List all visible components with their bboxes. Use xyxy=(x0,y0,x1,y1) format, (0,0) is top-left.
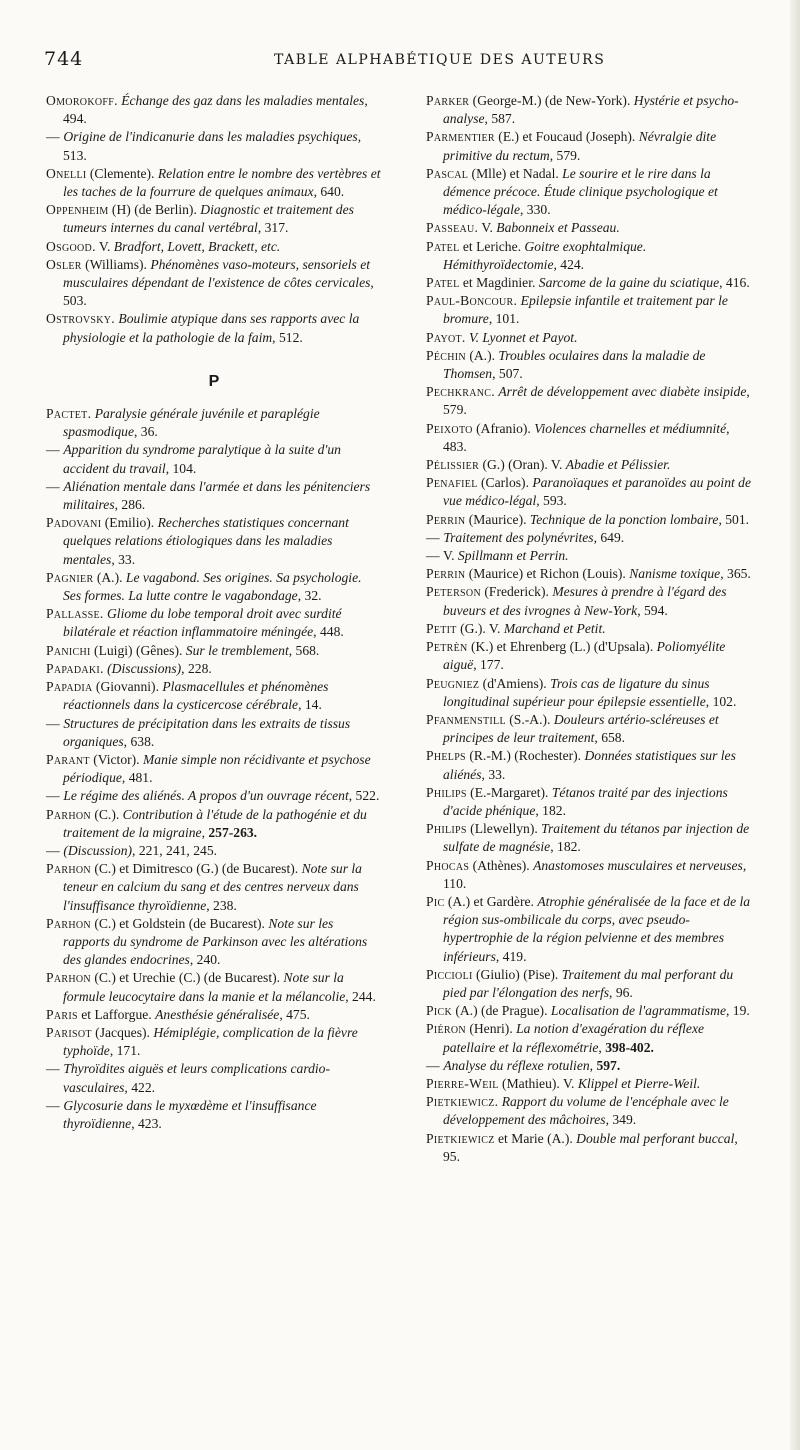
entry-detail: (Mlle) et Nadal. xyxy=(468,165,563,181)
entry-title: Anesthésie généralisée xyxy=(155,1006,280,1022)
entry-title: Diagnostic et traitement des tumeurs internes du canal vertébral xyxy=(63,202,354,236)
entry-title: Trois cas de ligature du sinus longitudinal supérieur pour épilepsie essentielle xyxy=(443,675,710,709)
entry-author: Peterson xyxy=(426,584,481,600)
entry-pages: , 649. xyxy=(593,529,625,545)
entry-pages: , 594. xyxy=(637,602,668,618)
index-entry xyxy=(426,347,756,383)
entry-detail: (A.). xyxy=(465,347,499,363)
entry-title: Technique de la ponction lombaire xyxy=(529,511,719,527)
index-entry xyxy=(426,747,756,783)
entry-title: Troubles oculaires dans la maladie de Thomsen xyxy=(443,347,706,382)
entry-detail: (d'Amiens). xyxy=(479,675,551,691)
index-entry xyxy=(426,1093,756,1129)
entry-pages: , 95. xyxy=(443,1130,738,1164)
entry-detail: V. xyxy=(478,220,497,236)
entry-author: Parisot xyxy=(46,1024,92,1040)
entry-title: Sarcome de la gaine du sciatique xyxy=(538,275,720,291)
entry-author: Omorokoff. xyxy=(46,93,118,108)
entry-pages: , 587. xyxy=(484,111,516,127)
entry-title: Recherches statistiques concernant quelques relations étiologiques dans les maladies mentales xyxy=(63,515,349,567)
entry-title: Sur le tremblement xyxy=(185,642,289,658)
entry-title: Gliome du lobe temporal droit avec surdité bilatérale et réaction inflammatoire méningée xyxy=(63,606,342,640)
index-entry xyxy=(46,238,382,256)
index-entry xyxy=(46,478,382,514)
index-entry xyxy=(426,675,756,711)
entry-pages: , 32. xyxy=(297,588,322,604)
index-entry xyxy=(426,620,756,638)
entry-pages: , 238. xyxy=(206,897,237,913)
entry-author: Osgood. xyxy=(46,238,96,254)
index-entry xyxy=(46,660,382,678)
entry-title: Localisation de l'agrammatisme xyxy=(550,1003,726,1019)
index-entry xyxy=(426,128,756,164)
index-entry xyxy=(426,420,756,456)
index-entry xyxy=(46,1024,382,1060)
entry-author: Pierre-Weil xyxy=(426,1075,499,1091)
index-entry xyxy=(46,1097,382,1133)
index-entry xyxy=(46,569,382,605)
entry-author: — xyxy=(46,715,60,731)
entry-pages: , 512. xyxy=(272,329,303,345)
entry-pages: , 481. xyxy=(121,770,153,786)
entry-pages: , 317. xyxy=(257,220,289,236)
entry-author: — xyxy=(46,788,60,804)
entry-author: Onelli xyxy=(46,165,87,181)
entry-detail: et Magdinier. xyxy=(459,275,539,291)
entry-detail: V. xyxy=(439,548,458,564)
entry-author: Parhon xyxy=(46,970,91,986)
entry-detail: (A.) et Gardère. xyxy=(444,893,538,909)
index-entry xyxy=(46,256,382,311)
entry-title: Traitement du mal perforant du pied par l'élongation des nerfs xyxy=(443,966,734,1000)
entry-author: Parhon xyxy=(46,806,91,822)
running-title: TABLE ALPHABÉTIQUE DES AUTEURS xyxy=(274,52,606,68)
index-entry xyxy=(46,751,382,787)
entry-author: Penafiel xyxy=(426,475,478,491)
entry-title: Poliomyélite aiguë xyxy=(443,639,726,673)
entry-title: Boulimie atypique dans ses rapports avec la physiologie et la pathologie de la faim xyxy=(63,311,360,345)
entry-detail: V. xyxy=(95,238,114,254)
entry-title: La notion d'exagération du réflexe patellaire et la réflexométrie xyxy=(443,1021,705,1055)
entry-pages: , 182. xyxy=(550,839,581,855)
entry-pages: , 365. xyxy=(720,566,751,582)
entry-author: Parant xyxy=(46,751,90,767)
entry-title: Mesures à prendre à l'égard des buveurs et des ivrognes à New-York xyxy=(443,584,727,618)
entry-pages: , 579. xyxy=(549,147,581,163)
entry-title: Bradfort, Lovett, Brackett, etc. xyxy=(113,238,281,254)
entry-pages: , 19. xyxy=(725,1003,750,1019)
entry-title: Le sourire et le rire dans la démence précoce. Étude clinique psychologique et médico-légale xyxy=(443,165,718,218)
index-entry xyxy=(46,842,382,860)
entry-author: Philips xyxy=(426,821,467,837)
entry-detail: et Leriche. xyxy=(459,238,525,254)
entry-detail: (Clemente). xyxy=(86,165,158,181)
entry-title: Anastomoses musculaires et nerveuses xyxy=(533,857,743,873)
entry-detail: (G.). V. xyxy=(456,620,504,636)
entry-pages: , 240. xyxy=(189,952,221,968)
entry-detail: (A.) (de Prague). xyxy=(451,1003,551,1019)
entry-title: Paranoïaques et paranoïdes au point de vue médico-légal xyxy=(443,475,751,509)
index-entry xyxy=(426,1057,756,1075)
entry-detail: (Emilio). xyxy=(101,515,158,531)
entry-author: Parhon xyxy=(46,915,91,931)
entry-pages: , 14. xyxy=(298,697,322,713)
entry-pages: , 419. xyxy=(495,948,527,964)
entry-pages: , xyxy=(598,1039,602,1055)
entry-author: Piccioli xyxy=(426,966,473,982)
entry-title: Le vagabond. Ses origines. Sa psychologie. Ses formes. La lutte contre le vagabondage xyxy=(63,569,362,604)
entry-pages: , 182. xyxy=(535,802,566,818)
index-entry xyxy=(426,1075,756,1093)
entry-pages: , 36. xyxy=(134,424,158,440)
entry-title: Atrophie généralisée de la face et de la région sus-ombilicale du corps, avec pseudo-hypertrophie de la région pelvienne et des membres inférieurs xyxy=(443,893,751,964)
entry-pages-bold: 257-263. xyxy=(204,824,258,840)
entry-author: Papadia xyxy=(46,679,93,695)
entry-pages: , xyxy=(201,824,205,840)
entry-author: Pélissier xyxy=(426,457,480,473)
entry-author: Pick xyxy=(426,1003,452,1019)
index-entry xyxy=(426,547,756,565)
index-entry xyxy=(426,92,756,128)
entry-pages: , 522. xyxy=(348,788,380,804)
entry-author: Papadaki. xyxy=(46,660,104,676)
index-entry xyxy=(426,219,756,237)
index-entry xyxy=(46,92,382,128)
entry-pages: , 507. xyxy=(492,366,523,382)
entry-pages: , 33. xyxy=(111,551,136,567)
entry-author: Parker xyxy=(426,93,470,108)
entry-author: Padovani xyxy=(46,515,102,531)
entry-pages: , 503. xyxy=(63,275,374,309)
entry-detail: (Maurice) et Richon (Louis). xyxy=(465,566,630,582)
entry-author: Pagnier xyxy=(46,569,94,585)
entry-title: Nanisme toxique xyxy=(629,566,721,582)
entry-author: Oppenheim xyxy=(46,202,109,218)
entry-title: Thyroïdites aiguës et leurs complications cardio-vasculaires xyxy=(63,1061,330,1095)
index-entry xyxy=(46,642,382,660)
entry-pages: , 579. xyxy=(443,384,750,418)
index-entry xyxy=(426,274,756,292)
entry-pages: , 177. xyxy=(473,657,504,673)
entry-pages: , 33. xyxy=(481,766,506,782)
entry-author: Payot. xyxy=(426,329,466,345)
index-entry xyxy=(426,383,756,419)
entry-author: Phelps xyxy=(426,748,466,764)
entry-detail: (George-M.) (de New-York). xyxy=(469,93,634,108)
entry-title: Aliénation mentale dans l'armée et dans les pénitenciers militaires xyxy=(63,478,371,513)
entry-pages: , 568. xyxy=(288,642,320,658)
entry-detail: (E.) et Foucaud (Joseph). xyxy=(494,129,639,145)
entry-detail: (Athènes). xyxy=(469,857,534,873)
index-entry xyxy=(426,565,756,583)
entry-author: Parhon xyxy=(46,861,91,877)
entry-title: Glycosurie dans le myxœdème et l'insuffisance thyroïdienne xyxy=(63,1097,317,1131)
entry-title: Tétanos traité par des injections d'acide phénique xyxy=(443,784,728,818)
entry-pages: , 96. xyxy=(609,984,633,1000)
entry-title: Rapport du volume de l'encéphale avec le développement des mâchoires xyxy=(443,1094,729,1128)
entry-pages: , 102. xyxy=(705,693,737,709)
index-entry xyxy=(46,1060,382,1096)
entry-title: Données statistiques sur les aliénés xyxy=(443,748,736,782)
entry-pages: , 228. xyxy=(181,660,212,676)
entry-title: Structures de précipitation dans les extraits de tissus organiques xyxy=(63,715,351,749)
entry-pages: , 416. xyxy=(719,275,750,291)
entry-title: Douleurs artério-scléreuses et principes de leur traitement xyxy=(443,711,719,746)
entry-author: Perrin xyxy=(426,566,466,582)
entry-detail: et Lafforgue. xyxy=(77,1006,156,1022)
entry-author: Péchin xyxy=(426,347,466,363)
entry-pages: , xyxy=(589,1057,594,1073)
entry-pages: , 640. xyxy=(313,184,345,200)
entry-title: Échange des gaz dans les maladies mentales xyxy=(121,93,365,108)
entry-pages-bold: 398-402. xyxy=(601,1039,654,1055)
entry-detail: (Maurice). xyxy=(465,511,530,527)
index-entry xyxy=(46,806,382,842)
entry-pages: , 593. xyxy=(536,493,567,509)
entry-pages: , 501. xyxy=(718,511,750,527)
entry-pages: , 171. xyxy=(109,1043,141,1059)
entry-title: Hystérie et psycho-analyse xyxy=(443,93,739,127)
entry-pages: , 349. xyxy=(605,1112,637,1128)
entry-author: Pietkiewicz xyxy=(426,1130,495,1146)
index-entry xyxy=(46,514,382,569)
entry-author: Pallasse. xyxy=(46,606,104,622)
entry-author: — xyxy=(46,1097,60,1113)
entry-detail: (C.) et Dimitresco (G.) (de Bucarest). xyxy=(90,861,302,877)
index-entry xyxy=(426,511,756,529)
entry-author: Panichi xyxy=(46,642,91,658)
index-entry xyxy=(46,715,382,751)
entry-author: Petit xyxy=(426,620,457,636)
index-entry xyxy=(426,529,756,547)
entry-detail: (Frederick). xyxy=(480,584,553,600)
index-entry xyxy=(426,474,756,510)
entry-pages: , 422. xyxy=(124,1079,156,1095)
entry-title: Origine de l'indicanurie dans les maladies psychiques xyxy=(63,129,358,145)
entry-author: — xyxy=(46,1061,60,1077)
entry-pages: , 638. xyxy=(123,733,155,749)
index-entry xyxy=(46,860,382,915)
index-entry xyxy=(426,966,756,1002)
entry-pages: , 483. xyxy=(443,420,730,454)
entry-title: Note sur la teneur en calcium du sang et des centres nerveux dans l'insuffisance thyroïdienne xyxy=(63,861,362,913)
entry-title: (Discussion) xyxy=(63,842,133,858)
index-entry xyxy=(426,165,756,220)
page-number: 744 xyxy=(44,48,84,70)
entry-author: — xyxy=(46,478,60,494)
entry-title: Klippel et Pierre-Weil. xyxy=(577,1075,701,1091)
entry-title: Apparition du syndrome paralytique à la suite d'un accident du travail xyxy=(63,442,341,476)
entry-title: Contribution à l'étude de la pathogénie et du traitement de la migraine xyxy=(63,806,367,840)
index-entry xyxy=(426,893,756,966)
entry-author: Ostrovsky. xyxy=(46,311,116,327)
entry-pages: , 221, 241, 245. xyxy=(132,842,218,858)
entry-title: Epilepsie infantile et traitement par le bromure xyxy=(443,293,728,327)
page-header xyxy=(44,48,756,74)
entry-detail: (S.-A.). xyxy=(505,711,554,727)
entry-detail: (Jacques). xyxy=(91,1024,154,1040)
entry-title: Plasmacellules et phénomènes réactionnels dans la cysticercose cérébrale xyxy=(63,679,329,713)
index-entry xyxy=(426,456,756,474)
entry-pages: , 101. xyxy=(488,311,520,327)
index-entry xyxy=(426,292,756,328)
entry-title: Marchand et Petit. xyxy=(503,620,606,636)
index-entry xyxy=(426,583,756,619)
entry-author: Philips xyxy=(426,784,467,800)
entry-title: V. Lyonnet et Payot. xyxy=(469,329,578,345)
index-entry xyxy=(426,1130,756,1166)
entry-author: Pechkranc. xyxy=(426,384,495,400)
entry-pages: , 423. xyxy=(131,1115,162,1131)
left-column xyxy=(46,92,382,1133)
index-entry xyxy=(426,857,756,893)
entry-detail: (Afranio). xyxy=(472,420,535,436)
entry-detail: et Marie (A.). xyxy=(494,1130,577,1146)
index-entry xyxy=(426,711,756,747)
entry-pages: , 104. xyxy=(165,460,197,476)
entry-pages: , 330. xyxy=(520,202,551,218)
index-entry xyxy=(46,969,382,1005)
entry-author: Pfanmenstill xyxy=(426,711,506,727)
entry-pages: , 658. xyxy=(594,730,625,746)
entry-author: — xyxy=(426,529,440,545)
entry-title: Hémiplégie, complication de la fièvre typhoïde xyxy=(63,1024,358,1059)
entry-detail: (Luigi) (Gênes). xyxy=(90,642,186,658)
entry-author: Paris xyxy=(46,1006,78,1022)
index-entry xyxy=(426,638,756,674)
entry-title: Babonneix et Passeau. xyxy=(496,220,620,236)
index-entry xyxy=(426,1020,756,1056)
entry-author: — xyxy=(46,442,60,458)
entry-detail: (Giovanni). xyxy=(92,679,163,695)
entry-author: Pascal xyxy=(426,165,469,181)
index-entry xyxy=(46,310,382,346)
entry-title: Analyse du réflexe rotulien xyxy=(443,1057,590,1073)
entry-title: Phénomènes vaso-moteurs, sensoriels et musculaires dépendant de l'existence de côtes cervicales xyxy=(63,256,371,291)
index-entry xyxy=(46,787,382,805)
entry-title: Relation entre le nombre des vertèbres et les taches de la fourrure de quelques animaux xyxy=(63,165,381,200)
entry-author: Passeau. xyxy=(426,220,479,236)
entry-title: (Discussions) xyxy=(107,660,182,676)
entry-pages: , 513. xyxy=(63,129,362,163)
entry-title: Le régime des aliénés. A propos d'un ouvrage récent xyxy=(63,788,349,804)
entry-author: Phocas xyxy=(426,857,470,873)
entry-detail: (R.-M.) (Rochester). xyxy=(465,748,585,764)
index-entry xyxy=(46,605,382,641)
entry-pages: , 448. xyxy=(313,624,344,640)
entry-pages: , 110. xyxy=(443,857,747,891)
entry-author: Osler xyxy=(46,256,82,272)
entry-detail: (K.) et Ehrenberg (L.) (d'Upsala). xyxy=(467,639,657,655)
entry-author: Peugniez xyxy=(426,675,480,691)
entry-title: Goitre exophtalmique. Hémithyroïdectomie xyxy=(443,238,647,272)
index-entry xyxy=(46,128,382,164)
entry-author: Parmentier xyxy=(426,129,495,145)
entry-pages: , 244. xyxy=(345,988,376,1004)
index-entry xyxy=(426,784,756,820)
entry-author: Patel xyxy=(426,238,460,254)
entry-pages-bold: 597. xyxy=(593,1057,621,1073)
entry-detail: (A.). xyxy=(93,569,126,585)
entry-title: Paralysie générale juvénile et paraplégie spasmodique xyxy=(63,406,320,440)
entry-pages: , 475. xyxy=(279,1006,310,1022)
index-entry xyxy=(426,1002,756,1020)
entry-detail: (C.). xyxy=(90,806,123,822)
entry-pages: , 286. xyxy=(114,497,146,513)
entry-author: — xyxy=(426,1057,440,1073)
entry-title: Névralgie dite primitive du rectum xyxy=(443,129,717,163)
index-entry xyxy=(426,329,756,347)
index-entry xyxy=(426,238,756,274)
entry-title: Traitement du tétanos par injection de sulfate de magnésie xyxy=(443,821,750,855)
entry-author: Piéron xyxy=(426,1021,466,1037)
entry-detail: (C.) et Urechie (C.) (de Bucarest). xyxy=(90,970,284,986)
index-entry xyxy=(46,1006,382,1024)
entry-author: — xyxy=(46,842,60,858)
index-entry xyxy=(46,441,382,477)
right-column xyxy=(426,92,756,1166)
entry-author: — xyxy=(426,548,440,564)
entry-detail: (C.) et Goldstein (de Bucarest). xyxy=(90,915,269,931)
entry-title: Spillmann et Perrin. xyxy=(457,548,569,564)
entry-pages: , 424. xyxy=(553,256,585,272)
entry-title: Arrêt de développement avec diabète insipide xyxy=(498,384,747,400)
entry-pages: , 494. xyxy=(63,93,368,127)
entry-detail: (E.-Margaret). xyxy=(466,784,552,800)
entry-title: Abadie et Pélissier. xyxy=(565,457,671,473)
entry-author: Petrèn xyxy=(426,639,468,655)
entry-author: Pic xyxy=(426,893,445,909)
entry-title: Manie simple non récidivante et psychose périodique xyxy=(63,751,371,786)
entry-author: Pactet. xyxy=(46,406,92,422)
entry-detail: (Victor). xyxy=(89,751,143,767)
page-edge xyxy=(790,0,800,1450)
index-entry xyxy=(46,678,382,714)
index-entry xyxy=(46,201,382,237)
entry-title: Double mal perforant buccal xyxy=(576,1130,735,1146)
entry-detail: (Mathieu). V. xyxy=(498,1075,578,1091)
entry-author: — xyxy=(46,129,60,145)
entry-author: Paul-Boncour. xyxy=(426,293,518,309)
entry-author: Peixoto xyxy=(426,420,473,436)
entry-author: Pietkiewicz. xyxy=(426,1094,499,1110)
entry-title: Violences charnelles et médiumnité xyxy=(534,420,727,436)
index-entry xyxy=(426,820,756,856)
entry-detail: (Williams). xyxy=(81,256,151,272)
entry-title: Note sur la formule leucocytaire dans la manie et la mélancolie xyxy=(63,970,346,1004)
entry-detail: (G.) (Oran). V. xyxy=(479,457,566,473)
index-entry xyxy=(46,165,382,201)
entry-author: Patel xyxy=(426,275,460,291)
entry-detail: (Llewellyn). xyxy=(466,821,542,837)
entry-detail: (Giulio) (Pise). xyxy=(472,966,562,982)
entry-author: Perrin xyxy=(426,511,466,527)
entry-title: Traitement des polynévrites xyxy=(443,529,594,545)
entry-detail: (Henri). xyxy=(465,1021,517,1037)
entry-detail: (H) (de Berlin). xyxy=(108,202,201,218)
entry-title: Note sur les rapports du syndrome de Parkinson avec les altérations des glandes endocrines xyxy=(63,915,368,968)
section-letter: P xyxy=(208,372,220,390)
entry-detail: (Carlos). xyxy=(477,475,533,491)
index-entry xyxy=(46,405,382,441)
index-entry xyxy=(46,915,382,970)
